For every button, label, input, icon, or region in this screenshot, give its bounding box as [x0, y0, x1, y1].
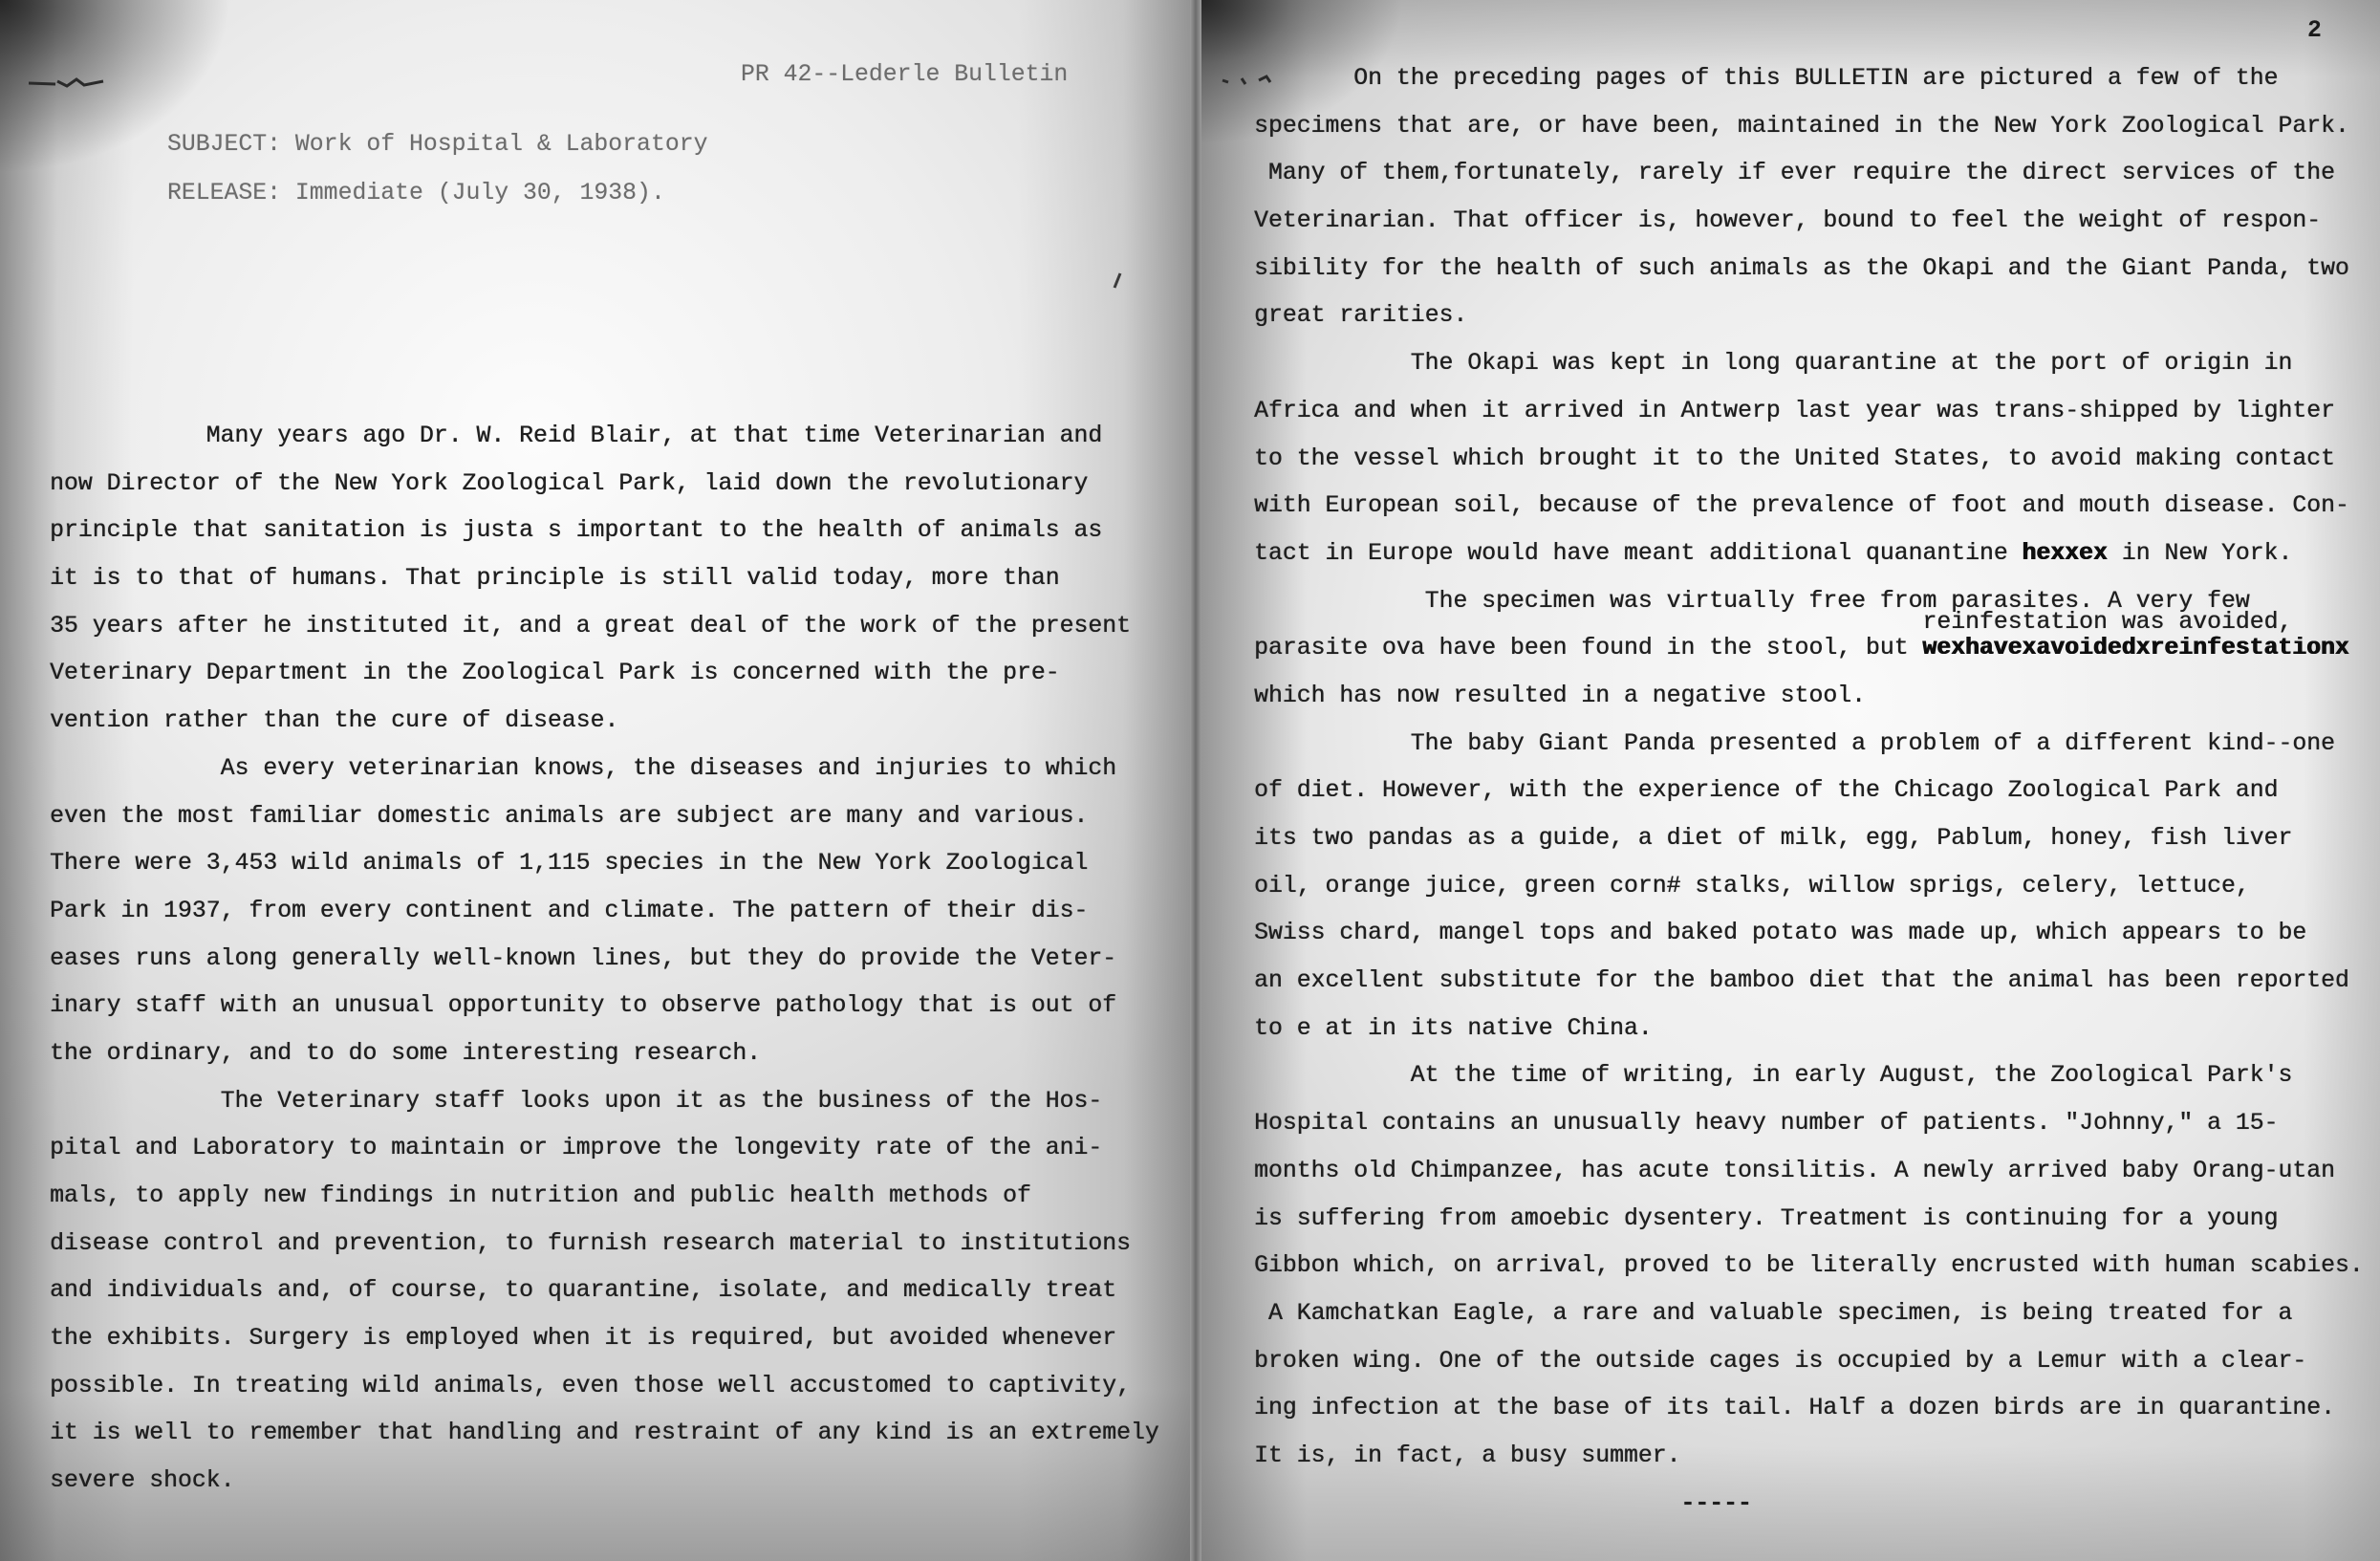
text-line: On the preceding pages of this BULLETIN are pictured a few of the	[1353, 65, 2279, 92]
text-line: severe shock.	[50, 1467, 235, 1495]
text-line: Many years ago Dr. W. Reid Blair, at that time Veterinarian and	[206, 423, 1103, 449]
page-gutter	[1190, 0, 1201, 1561]
text-line: The specimen was virtually free from parasites. A very few	[1424, 587, 2250, 615]
right-page	[1201, 0, 2380, 1561]
typed-insertion: reinfestation was avoided,	[1922, 609, 2293, 637]
text-line: inary staff with an unusual opportunity to observe pathology that is out of	[50, 992, 1117, 1020]
scan-mark	[1111, 271, 1124, 291]
text-line: Hospital contains an unusually heavy number of patients. "Johnny," a 15-	[1254, 1110, 2279, 1138]
text-line: pital and Laboratory to maintain or improve the longevity rate of the ani-	[50, 1135, 1103, 1162]
text-line: it is to that of humans. That principle is still valid today, more than	[50, 565, 1060, 593]
text-line: even the most familiar domestic animals are subject are many and various.	[50, 802, 1089, 830]
text-line: the exhibits. Surgery is employed when it is required, but avoided whenever	[50, 1325, 1117, 1353]
text-line: oil, orange juice, green corn# stalks, willow sprigs, celery, lettuce,	[1254, 872, 2250, 900]
text-line: ing infection at the base of its tail. Half a dozen birds are in quarantine.	[1254, 1395, 2335, 1422]
text-line: great rarities.	[1254, 302, 1468, 330]
release-line: RELEASE: Immediate (July 30, 1938).	[167, 180, 665, 206]
text-line: its two pandas as a guide, a diet of milk, egg, Pablum, honey, fish liver	[1254, 825, 2293, 852]
text-line: Many of them,fortunately, rarely if ever require the direct services of the	[1267, 160, 2335, 187]
text-line	[1254, 531, 2364, 578]
text-line: Gibbon which, on arrival, proved to be literally encrusted with human scabies.	[1254, 1252, 2364, 1280]
text-line: The Veterinary staff looks upon it as the business of the Hos-	[220, 1087, 1103, 1115]
body-text	[1254, 55, 2364, 1528]
paragraph	[1254, 55, 2364, 340]
text-line: Veterinarian. That officer is, however, bound to feel the weight of respon-	[1254, 207, 2322, 235]
paragraph	[50, 1078, 1159, 1506]
text-line: of diet. However, with the experience of the Chicago Zoological Park and	[1254, 777, 2279, 805]
text-line: now Director of the New York Zoological Park, laid down the revolutionary	[50, 469, 1089, 497]
paragraph	[1254, 340, 2364, 577]
body-text	[50, 413, 1159, 1506]
text-line: with European soil, because of the prevalence of foot and mouth disease. Con-	[1254, 492, 2349, 520]
text-line: There were 3,453 wild animals of 1,115 species in the New York Zoological	[50, 850, 1089, 878]
scan-mark	[27, 73, 107, 94]
text-line: As every veterinarian knows, the diseases and injuries to which	[220, 754, 1117, 782]
text-line: and individuals and, of course, to quarantine, isolate, and medically treat	[50, 1277, 1117, 1305]
text-line: to the vessel which brought it to the United States, to avoid making contact	[1254, 444, 2335, 472]
text-segment: tact in Europe would have meant additional quanantine	[1254, 539, 2023, 567]
text-line: A Kamchatkan Eagle, a rare and valuable specimen, is being treated for a	[1267, 1299, 2293, 1327]
subject-line: SUBJECT: Work of Hospital & Laboratory	[167, 131, 708, 158]
text-line	[1254, 609, 2364, 673]
page-number: 2	[2307, 17, 2322, 44]
text-line: months old Chimpanzee, has acute tonsilitis. A newly arrived baby Orang-utan	[1254, 1157, 2335, 1184]
text-line: possible. In treating wild animals, even those well accustomed to captivity,	[50, 1372, 1131, 1399]
bulletin-reference: PR 42--Lederle Bulletin	[741, 61, 1069, 88]
text-line: disease control and prevention, to furnish research material to institutions	[50, 1229, 1131, 1257]
text-line: sibility for the health of such animals as the Okapi and the Giant Panda, two	[1254, 254, 2349, 282]
text-line: the ordinary, and to do some interesting research.	[50, 1039, 762, 1067]
text-line: 35 years after he instituted it, and a great deal of the work of the present	[50, 612, 1131, 640]
paragraph	[1254, 1052, 2364, 1480]
text-line: principle that sanitation is justa s important to the health of animals as	[50, 517, 1103, 545]
text-line: Swiss chard, mangel tops and baked potato was made up, which appears to be	[1254, 920, 2307, 947]
text-line: vention rather than the cure of disease.	[50, 707, 619, 735]
text-line: The baby Giant Panda presented a problem of a different kind--one	[1410, 729, 2335, 757]
paragraph	[1254, 721, 2364, 1053]
paragraph	[1254, 578, 2364, 721]
struck-out-text: wexhavexavoidedxreinfestationx	[1922, 635, 2349, 662]
end-mark: -----	[1680, 1489, 1752, 1517]
text-line: which has now resulted in a negative stool.	[1254, 682, 1866, 709]
text-line: broken wing. One of the outside cages is occupied by a Lemur with a clear-	[1254, 1347, 2307, 1375]
text-segment: in New York.	[2107, 539, 2293, 567]
text-line: At the time of writing, in early August, the Zoological Park's	[1410, 1062, 2293, 1090]
text-line: It is, in fact, a busy summer.	[1254, 1442, 1681, 1469]
text-line: Park in 1937, from every continent and climate. The pattern of their dis-	[50, 897, 1089, 924]
paragraph	[50, 746, 1159, 1078]
text-line: to e at in its native China.	[1254, 1014, 1653, 1042]
text-line: specimens that are, or have been, maintained in the New York Zoological Park.	[1254, 112, 2349, 140]
text-line: The Okapi was kept in long quarantine at the port of origin in	[1410, 350, 2293, 378]
text-line: Africa and when it arrived in Antwerp last year was trans-shipped by lighter	[1254, 397, 2335, 424]
paragraph	[50, 413, 1159, 746]
text-line: Veterinary Department in the Zoological Park is concerned with the pre-	[50, 660, 1060, 687]
text-line: eases runs along generally well-known lines, but they do provide the Veter-	[50, 944, 1117, 972]
text-line: mals, to apply new findings in nutrition and public health methods of	[50, 1182, 1031, 1209]
text-line: is suffering from amoebic dysentery. Treatment is continuing for a young	[1254, 1204, 2279, 1232]
struck-out-text: hexxex	[2022, 539, 2108, 567]
text-segment: parasite ova have been found in the stool, but	[1254, 635, 1923, 662]
text-line: it is well to remember that handling and restraint of any kind is an extremely	[50, 1420, 1159, 1447]
text-line: an excellent substitute for the bamboo diet that the animal has been reported	[1254, 967, 2349, 995]
